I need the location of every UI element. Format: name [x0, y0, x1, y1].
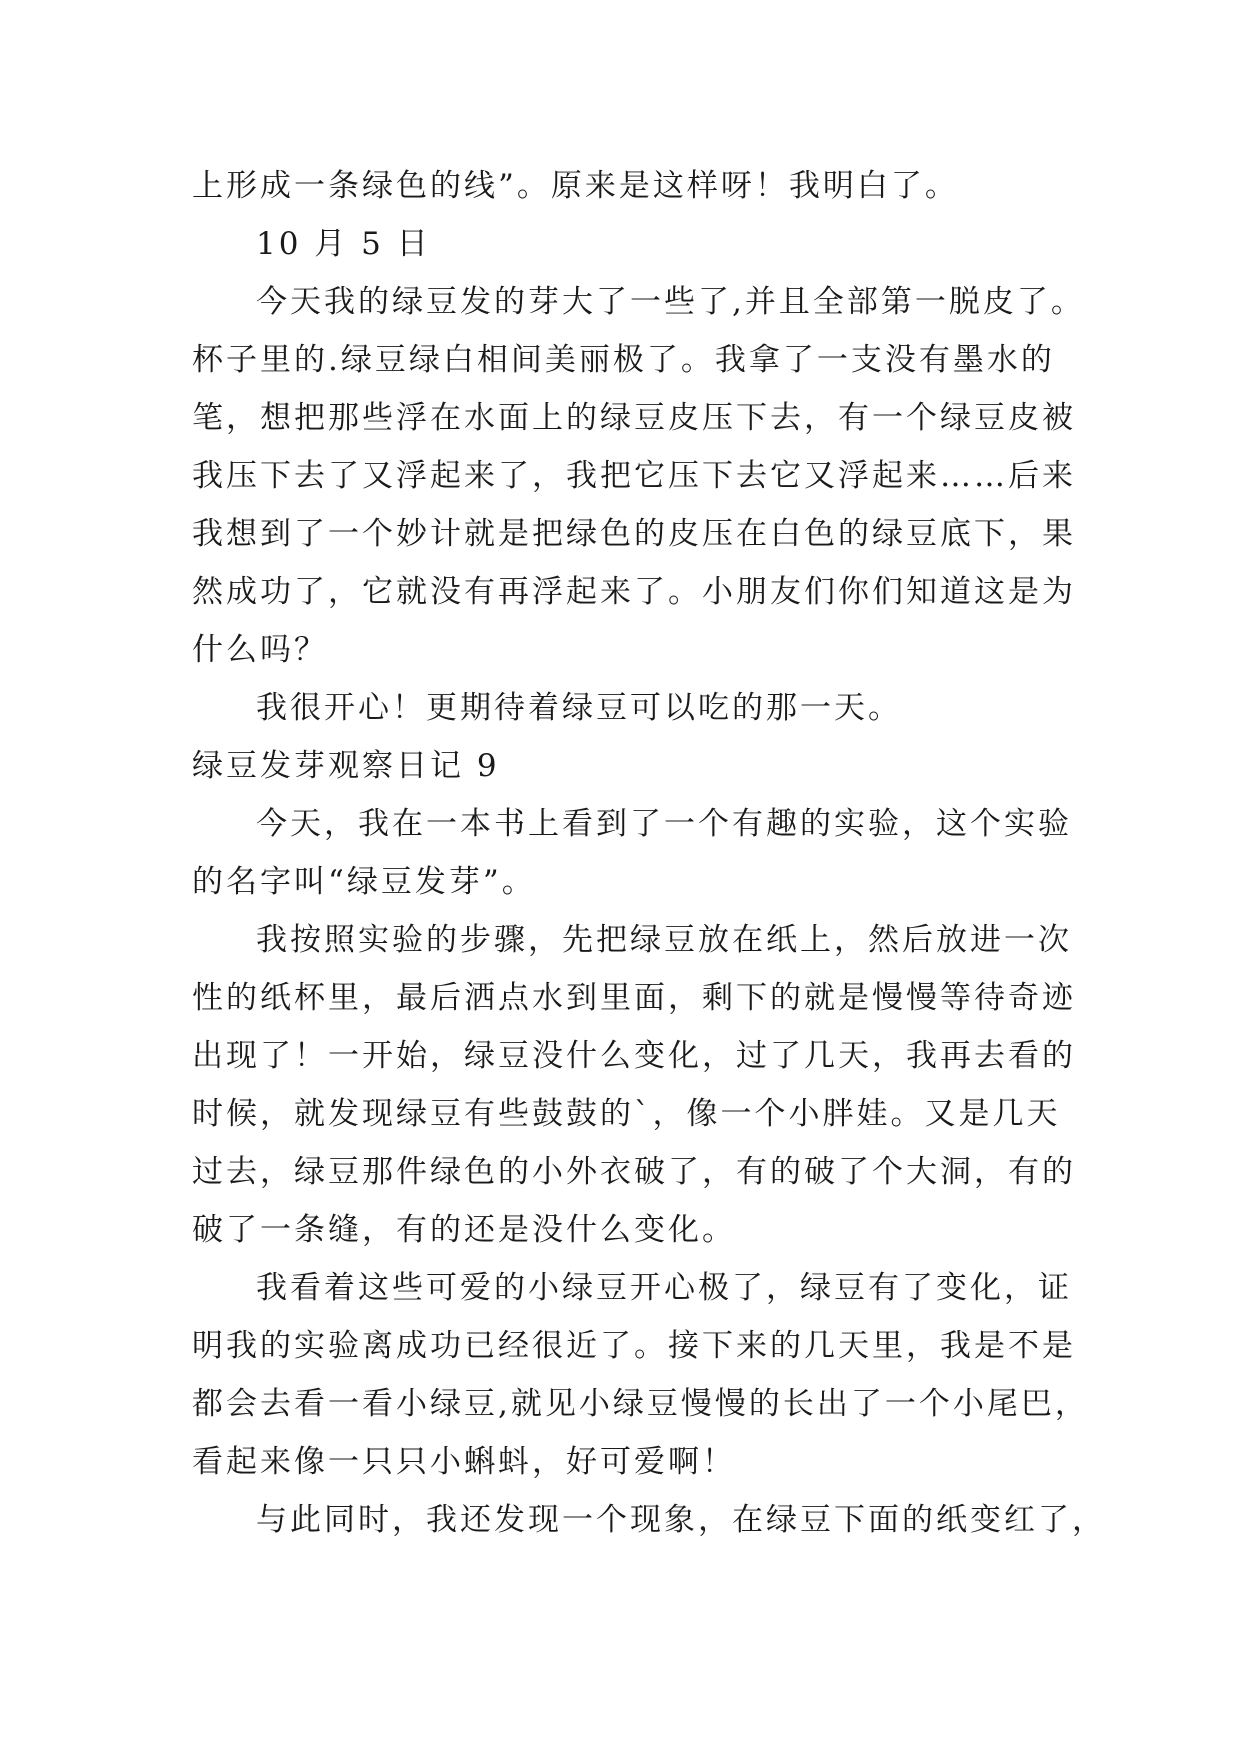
- text-line: 的名字叫“绿豆发芽”。: [192, 864, 536, 900]
- text-line: 什么吗？: [192, 632, 328, 668]
- text-line: 然成功了，它就没有再浮起来了。小朋友们你们知道这是为: [192, 574, 1076, 610]
- text-line: 破了一条缝，有的还是没什么变化。: [192, 1212, 736, 1248]
- paragraph-start: 今天，我在一本书上看到了一个有趣的实验，这个实验: [256, 806, 1072, 842]
- paragraph-start: 我按照实验的步骤，先把绿豆放在纸上，然后放进一次: [256, 922, 1072, 958]
- text-line: 明我的实验离成功已经很近了。接下来的几天里，我是不是: [192, 1328, 1076, 1364]
- text-line: 我压下去了又浮起来了，我把它压下去它又浮起来……后来: [192, 458, 1076, 494]
- paragraph-start: 今天我的绿豆发的芽大了一些了,并且全部第一脱皮了。: [256, 284, 1085, 320]
- text-line: 上形成一条绿色的线”。原来是这样呀！我明白了。: [192, 168, 959, 204]
- paragraph-start: 我看着这些可爱的小绿豆开心极了，绿豆有了变化，证: [256, 1270, 1072, 1306]
- text-line: 出现了！一开始，绿豆没什么变化，过了几天，我再去看的: [192, 1038, 1076, 1074]
- paragraph-start: 与此同时，我还发现一个现象，在绿豆下面的纸变红了，: [256, 1502, 1106, 1538]
- text-line: 都会去看一看小绿豆,就见小绿豆慢慢的长出了一个小尾巴，: [192, 1386, 1089, 1422]
- text-line: 时候，就发现绿豆有些鼓鼓的`，像一个小胖娃。又是几天: [192, 1096, 1061, 1132]
- section-title: 绿豆发芽观察日记 9: [192, 748, 500, 784]
- text-line: 看起来像一只只小蝌蚪，好可爱啊！: [192, 1444, 736, 1480]
- text-line: 过去，绿豆那件绿色的小外衣破了，有的破了个大洞，有的: [192, 1154, 1076, 1190]
- text-line: 杯子里的.绿豆绿白相间美丽极了。我拿了一支没有墨水的: [192, 342, 1055, 378]
- date-heading: 10 月 5 日: [256, 226, 431, 262]
- text-line: 我想到了一个妙计就是把绿色的皮压在白色的绿豆底下，果: [192, 516, 1076, 552]
- paragraph-start: 我很开心！更期待着绿豆可以吃的那一天。: [256, 690, 902, 726]
- text-line: 笔，想把那些浮在水面上的绿豆皮压下去，有一个绿豆皮被: [192, 400, 1076, 436]
- text-line: 性的纸杯里，最后洒点水到里面，剩下的就是慢慢等待奇迹: [192, 980, 1076, 1016]
